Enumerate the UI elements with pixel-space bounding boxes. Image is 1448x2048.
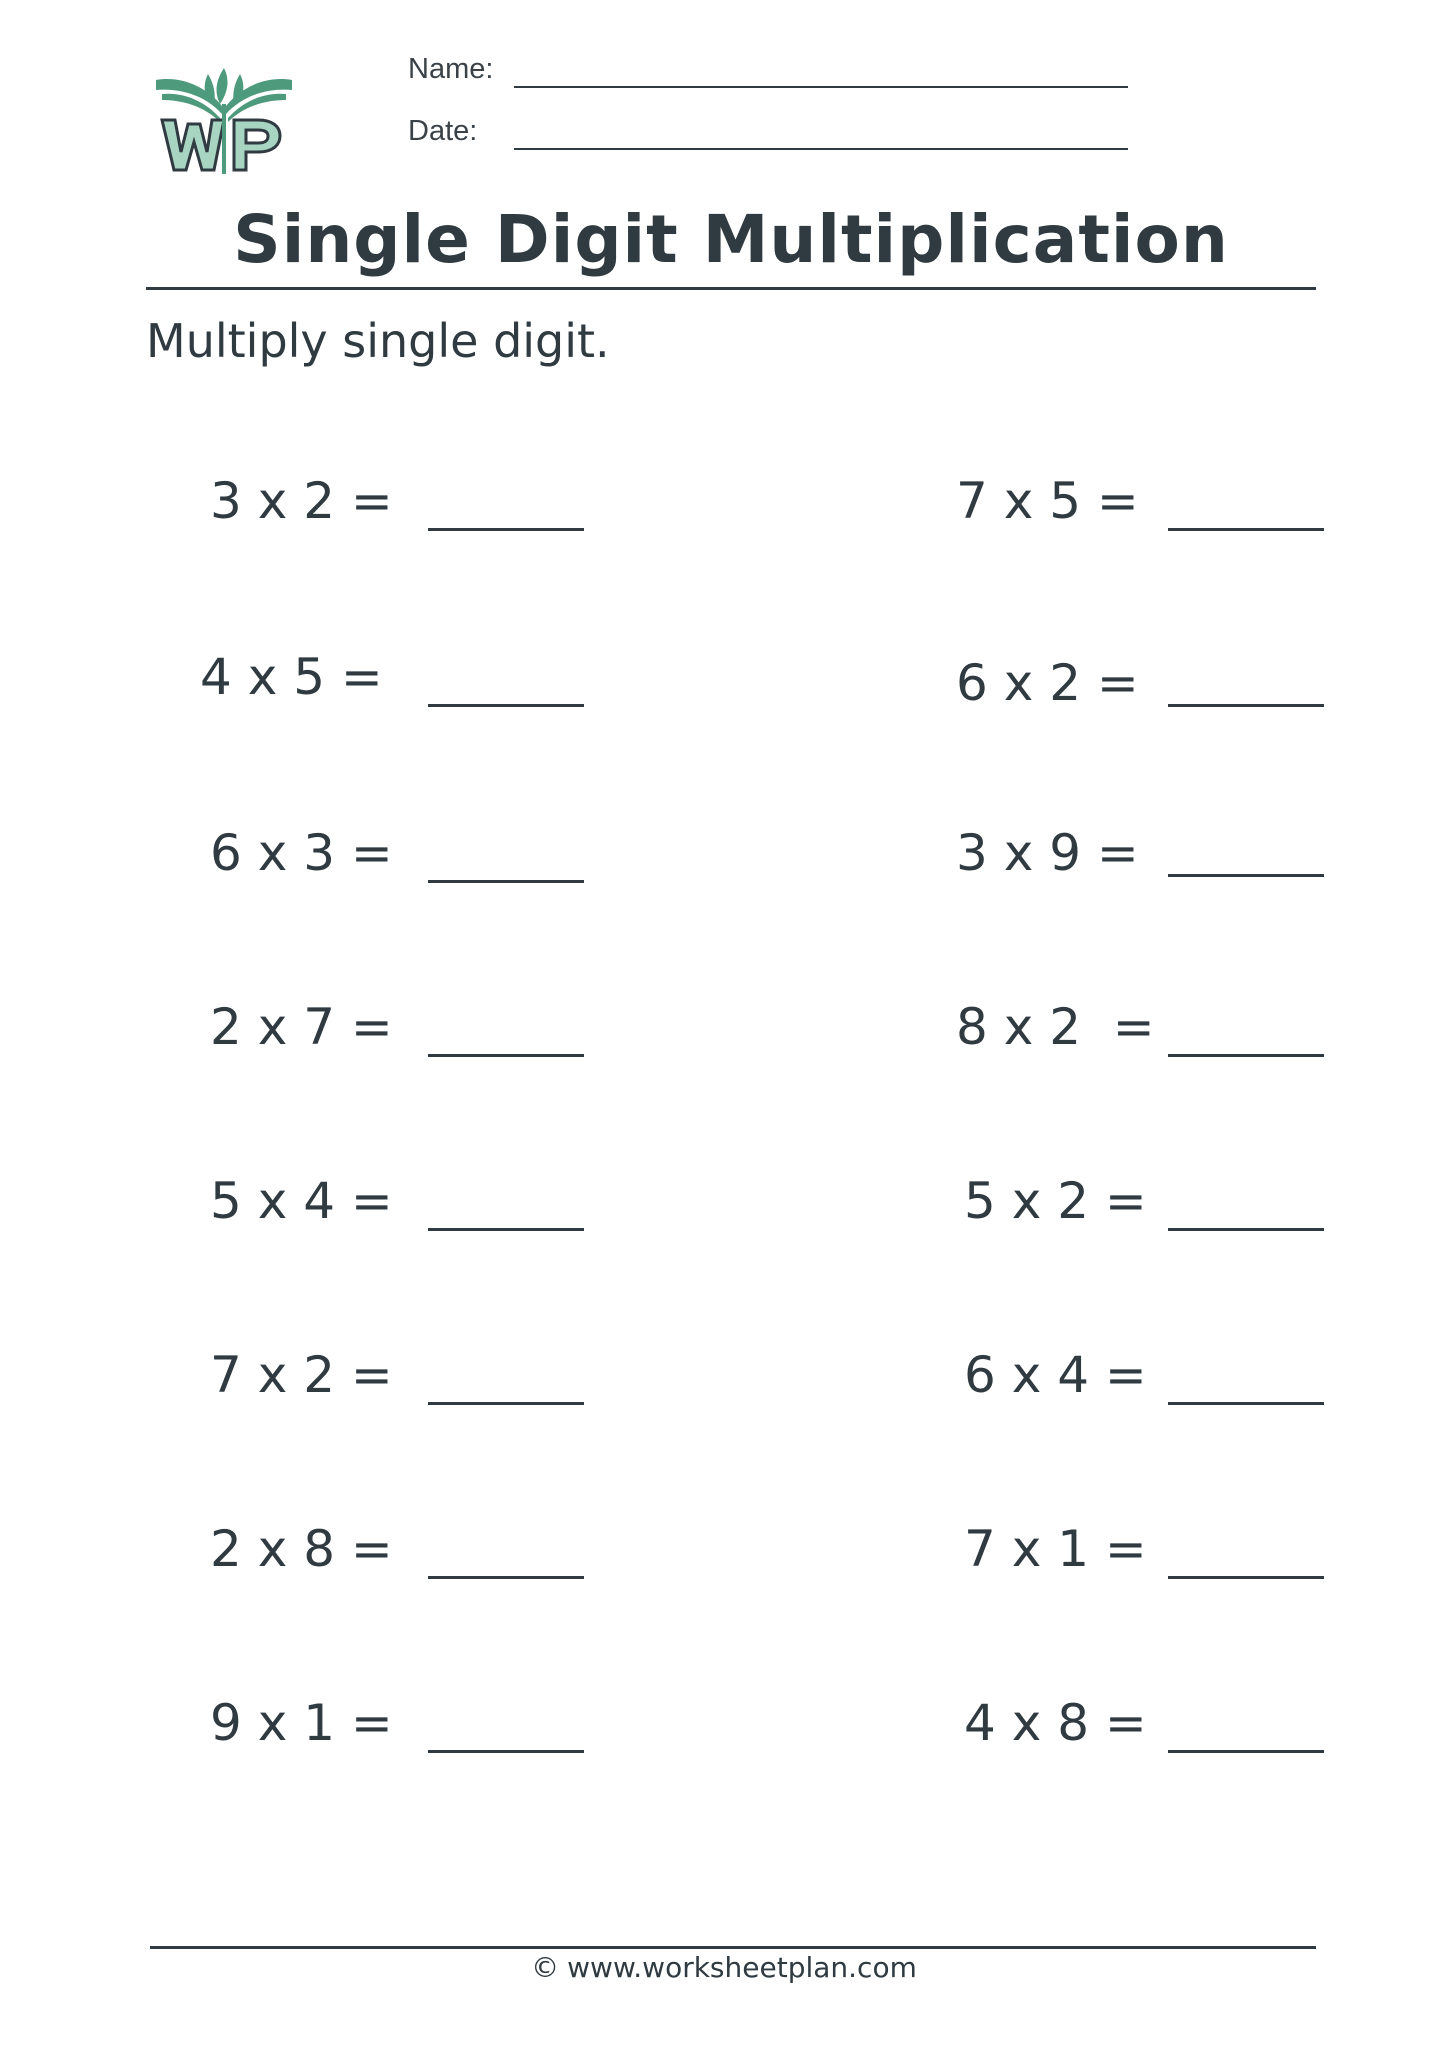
- worksheetplan-logo: [148, 58, 300, 176]
- date-field[interactable]: [408, 114, 1128, 154]
- problem-left-5: [210, 1166, 850, 1266]
- answer-blank[interactable]: [1168, 1576, 1324, 1579]
- copyright-icon: ©: [531, 1951, 560, 1984]
- problem-expression: 4 x 5 =: [200, 648, 383, 706]
- instruction-text: Multiply single digit.: [146, 314, 610, 368]
- answer-blank[interactable]: [1168, 1054, 1324, 1057]
- problem-left-2: [200, 642, 840, 742]
- problem-right-5: [964, 1166, 1448, 1266]
- problem-left-6: [210, 1340, 850, 1440]
- problem-expression: 8 x 2 =: [956, 998, 1155, 1056]
- answer-blank[interactable]: [428, 528, 584, 531]
- footer: [0, 1948, 1448, 1988]
- answer-blank[interactable]: [428, 880, 584, 883]
- name-field[interactable]: [408, 52, 1128, 92]
- answer-blank[interactable]: [1168, 528, 1324, 531]
- problem-expression: 7 x 2 =: [210, 1346, 393, 1404]
- problem-right-4: [956, 992, 1448, 1092]
- problem-expression: 3 x 9 =: [956, 824, 1139, 882]
- problem-expression: 7 x 1 =: [964, 1520, 1147, 1578]
- title-divider: [146, 287, 1316, 290]
- problem-expression: 4 x 8 =: [964, 1694, 1147, 1752]
- problem-left-1: [210, 466, 850, 566]
- problem-expression: 5 x 4 =: [210, 1172, 393, 1230]
- problem-expression: 3 x 2 =: [210, 472, 393, 530]
- name-label: Name:: [408, 53, 494, 85]
- answer-blank[interactable]: [428, 1576, 584, 1579]
- problem-right-8: [964, 1688, 1448, 1788]
- problem-expression: 2 x 8 =: [210, 1520, 393, 1578]
- page-title: Single Digit Multiplication: [233, 201, 1229, 278]
- answer-blank[interactable]: [1168, 1750, 1324, 1753]
- problem-expression: 7 x 5 =: [956, 472, 1139, 530]
- date-line[interactable]: [514, 148, 1128, 150]
- problem-expression: 9 x 1 =: [210, 1694, 393, 1752]
- answer-blank[interactable]: [1168, 874, 1324, 877]
- problem-expression: 5 x 2 =: [964, 1172, 1147, 1230]
- answer-blank[interactable]: [1168, 1402, 1324, 1405]
- problem-expression: 2 x 7 =: [210, 998, 393, 1056]
- problem-left-4: [210, 992, 850, 1092]
- problem-left-8: [210, 1688, 850, 1788]
- answer-blank[interactable]: [428, 1750, 584, 1753]
- problem-right-6: [964, 1340, 1448, 1440]
- problem-left-3: [210, 818, 850, 918]
- answer-blank[interactable]: [428, 1228, 584, 1231]
- problem-left-7: [210, 1514, 850, 1614]
- footer-url[interactable]: www.worksheetplan.com: [567, 1951, 917, 1984]
- answer-blank[interactable]: [428, 704, 584, 707]
- problem-expression: 6 x 4 =: [964, 1346, 1147, 1404]
- problem-expression: 6 x 3 =: [210, 824, 393, 882]
- answer-blank[interactable]: [1168, 1228, 1324, 1231]
- problem-right-3: [956, 818, 1448, 918]
- problem-right-1: [956, 466, 1448, 566]
- problem-right-2: [956, 648, 1448, 748]
- name-line[interactable]: [514, 86, 1128, 88]
- date-label: Date:: [408, 115, 478, 147]
- answer-blank[interactable]: [1168, 704, 1324, 707]
- answer-blank[interactable]: [428, 1054, 584, 1057]
- problem-right-7: [964, 1514, 1448, 1614]
- problem-expression: 6 x 2 =: [956, 654, 1139, 712]
- answer-blank[interactable]: [428, 1402, 584, 1405]
